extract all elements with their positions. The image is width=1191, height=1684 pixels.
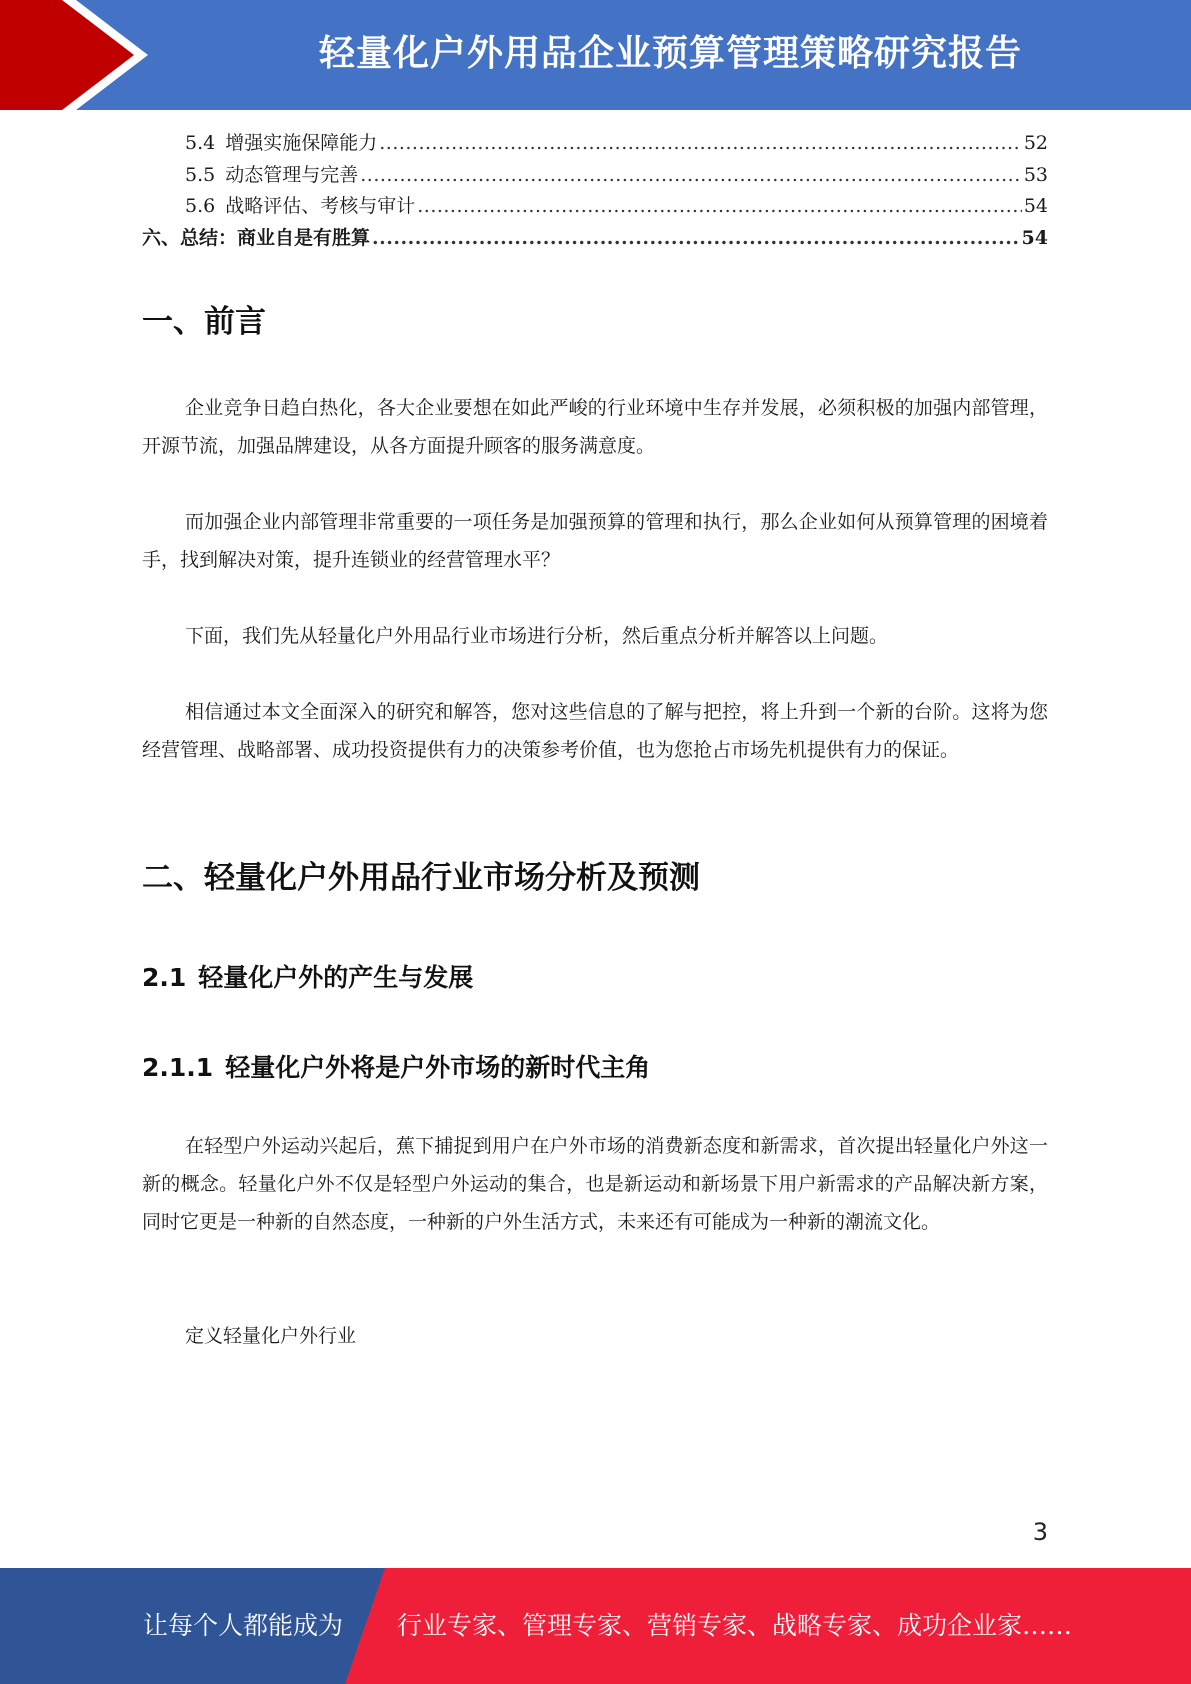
subsubsection-heading: [142, 1048, 650, 1084]
toc-entry-label: 战略评估、考核与审计: [225, 195, 416, 217]
toc-entry-page: 52: [1023, 132, 1048, 154]
subsubsection-title: 轻量化户外将是户外市场的新时代主角: [225, 1053, 651, 1082]
subsection-heading: [142, 958, 473, 994]
body-paragraph: 而加强企业内部管理非常重要的一项任务是加强预算的管理和执行，那么企业如何从预算管理的困境着手，找到解决对策，提升连锁业的经营管理水平？: [142, 511, 1048, 571]
toc-leader-dots: [372, 227, 1020, 249]
table-of-contents: [142, 128, 1048, 254]
toc-leader-dots: [360, 164, 1022, 186]
toc-entry-page: 53: [1023, 163, 1048, 186]
page-header-banner: [0, 0, 1191, 110]
footer-slogan-right: 行业专家、管理专家、营销专家、战略专家、成功企业家……: [397, 1611, 1073, 1640]
toc-entry[interactable]: [142, 191, 1048, 223]
toc-entry-label: 六、总结：商业自是有胜算: [142, 226, 371, 249]
body-paragraph: 相信通过本文全面深入的研究和解答，您对这些信息的了解与把控，将上升到一个新的台阶。这将为您经营管理、战略部署、成功投资提供有力的决策参考价值，也为您抢占市场先机提供有力的保证。: [142, 701, 1048, 761]
toc-entry-number: 5.5: [185, 163, 216, 186]
subsection-title: 轻量化户外的产生与发展: [198, 963, 474, 992]
body-paragraph: 在轻型户外运动兴起后，蕉下捕捉到用户在户外市场的消费新态度和新需求，首次提出轻量化户外这一新的概念。轻量化户外不仅是轻型户外运动的集合，也是新运动和新场景下用户新需求的产品解决新方案，同时它更是一种新的自然态度，一种新的户外生活方式，未来还有可能成为一种新的潮流文化。: [142, 1135, 1048, 1233]
body-paragraph: 企业竞争日趋白热化，各大企业要想在如此严峻的行业环境中生存并发展，必须积极的加强内部管理，开源节流，加强品牌建设，从各方面提升顾客的服务满意度。: [142, 397, 1048, 457]
page-footer-banner: [0, 1568, 1191, 1684]
subsection-number: 2.1: [142, 963, 187, 992]
toc-entry-label: 增强实施保障能力: [225, 132, 378, 154]
report-title: 轻量化户外用品企业预算管理策略研究报告: [318, 33, 1022, 74]
toc-leader-dots: [379, 132, 1022, 154]
header-chevron-decoration: [0, 0, 170, 110]
subsubsection-number: 2.1.1: [142, 1053, 214, 1082]
toc-entry-number: 5.6: [185, 195, 216, 217]
toc-entry[interactable]: [142, 128, 1048, 160]
toc-leader-dots: [417, 195, 1022, 217]
toc-entry[interactable]: [142, 160, 1048, 192]
toc-entry[interactable]: [142, 223, 1048, 255]
body-paragraph: 定义轻量化户外行业: [185, 1325, 357, 1347]
toc-entry-page: 54: [1021, 226, 1048, 249]
toc-entry-label: 动态管理与完善: [225, 163, 359, 186]
page-number: 3: [1032, 1518, 1048, 1546]
toc-entry-page: 54: [1023, 195, 1048, 217]
section-heading-market-analysis: 二、轻量化户外用品行业市场分析及预测: [142, 860, 700, 896]
toc-entry-number: 5.4: [185, 132, 216, 154]
footer-slogan-left: 让每个人都能成为: [143, 1611, 344, 1640]
section-heading-preface: 一、前言: [142, 304, 266, 340]
body-paragraph: 下面，我们先从轻量化户外用品行业市场进行分析，然后重点分析并解答以上问题。: [185, 625, 889, 647]
